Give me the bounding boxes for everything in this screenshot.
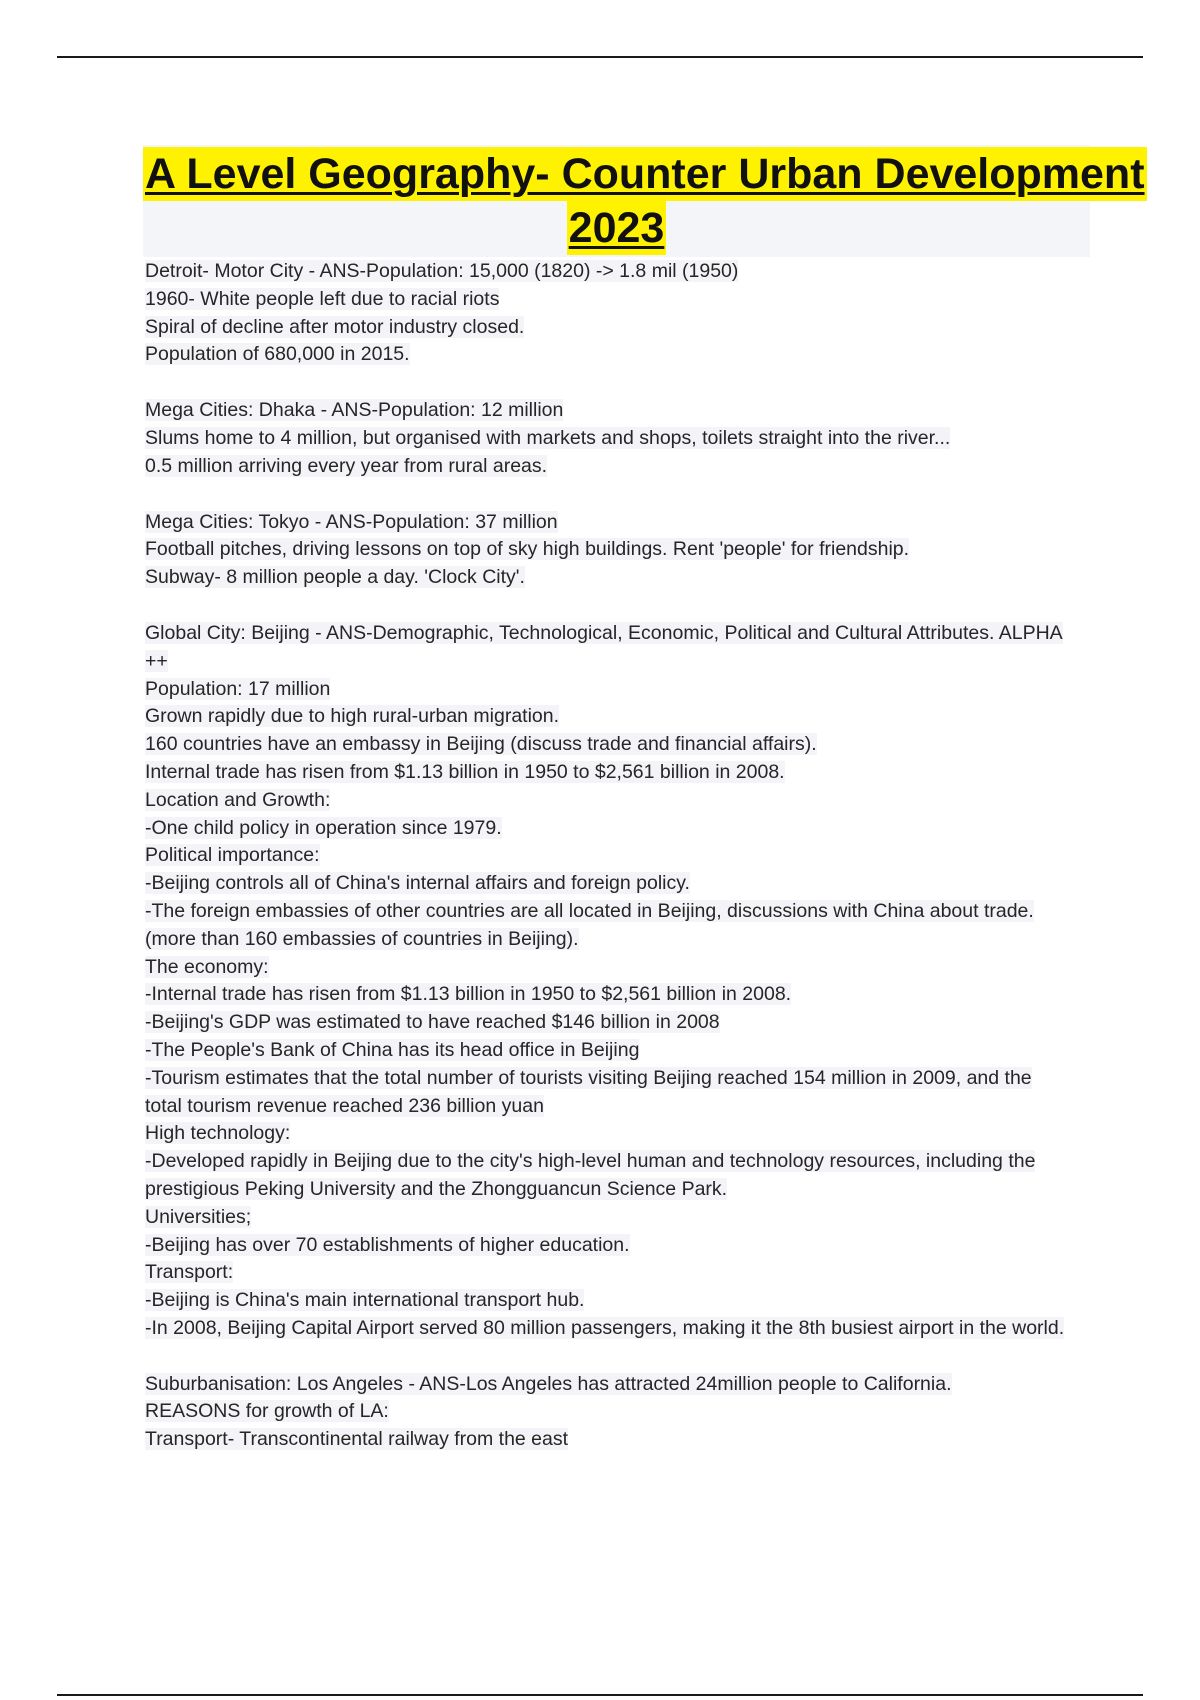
text-line-content: REASONS for growth of LA:: [145, 1400, 389, 1423]
text-line-content: Population: 17 million: [145, 677, 331, 700]
text-line-content: -Beijing is China's main international transport hub.: [145, 1289, 585, 1312]
text-line: [145, 1232, 1095, 1260]
document-title-year: 2023: [567, 201, 667, 255]
text-line-content: Transport:: [145, 1261, 234, 1284]
text-line-content: -One child policy in operation since 1979.: [145, 816, 502, 839]
text-line-content: Internal trade has risen from $1.13 billion in 1950 to $2,561 billion in 2008.: [145, 760, 785, 783]
text-line: [145, 1120, 1095, 1148]
text-line: [145, 1204, 1095, 1232]
title-block: [143, 145, 1145, 257]
text-line-content: Detroit- Motor City - ANS-Population: 15,000 (1820) -> 1.8 mil (1950): [145, 260, 739, 282]
text-line: [145, 1176, 1095, 1204]
text-line: [145, 425, 1095, 453]
text-line: [145, 536, 1095, 564]
text-line-content: Grown rapidly due to high rural-urban migration.: [145, 705, 560, 728]
text-line: [145, 509, 1095, 537]
text-line: [145, 1398, 1095, 1426]
text-line-content: 160 countries have an embassy in Beijing (discuss trade and financial affairs).: [145, 733, 817, 756]
text-line-content: 1960- White people left due to racial riots: [145, 287, 500, 310]
text-section: [145, 258, 1095, 369]
text-line: [145, 1426, 1095, 1454]
text-line-content: -The foreign embassies of other countries are all located in Beijing, discussions with China about trade.: [145, 899, 1034, 922]
top-rule: [57, 56, 1143, 58]
text-line: [145, 815, 1095, 843]
text-line-content: High technology:: [145, 1122, 291, 1145]
document-body: [145, 258, 1095, 1482]
text-line-content: -Developed rapidly in Beijing due to the city's high-level human and technology resources, including the: [145, 1150, 1036, 1173]
text-line-content: The economy:: [145, 955, 269, 978]
text-line-content: Transport- Transcontinental railway from the east: [145, 1428, 569, 1451]
text-line: [145, 1037, 1095, 1065]
text-line: [145, 1148, 1095, 1176]
text-line: [145, 1371, 1095, 1399]
text-section: [145, 509, 1095, 592]
text-line: [145, 564, 1095, 592]
text-line: [145, 314, 1095, 342]
text-section: [145, 620, 1095, 1343]
text-line: [145, 759, 1095, 787]
text-line: [145, 1093, 1095, 1121]
text-line-content: Global City: Beijing - ANS-Demographic, Technological, Economic, Political and Cultural Attributes. ALPHA: [145, 621, 1063, 644]
document-title: A Level Geography- Counter Urban Development: [143, 147, 1147, 201]
text-line-content: -Internal trade has risen from $1.13 billion in 1950 to $2,561 billion in 2008.: [145, 983, 792, 1006]
text-line: [145, 981, 1095, 1009]
text-line: [145, 731, 1095, 759]
text-line: [145, 676, 1095, 704]
text-line-content: Spiral of decline after motor industry closed.: [145, 315, 525, 338]
text-line-content: Slums home to 4 million, but organised with markets and shops, toilets straight into the river...: [145, 426, 951, 449]
text-line-content: (more than 160 embassies of countries in Beijing).: [145, 927, 579, 950]
text-line-content: -The People's Bank of China has its head office in Beijing: [145, 1038, 640, 1061]
text-line-content: Subway- 8 million people a day. 'Clock City'.: [145, 566, 525, 589]
text-section: [145, 397, 1095, 480]
text-line-content: Political importance:: [145, 844, 320, 867]
text-line-content: total tourism revenue reached 236 billion yuan: [145, 1094, 544, 1117]
text-line: [145, 620, 1095, 648]
text-line-content: -Beijing has over 70 establishments of higher education.: [145, 1233, 630, 1256]
text-line: [145, 286, 1095, 314]
text-line-content: Suburbanisation: Los Angeles - ANS-Los Angeles has attracted 24million people to California.: [145, 1372, 952, 1395]
text-line: [145, 842, 1095, 870]
text-line-content: Mega Cities: Tokyo - ANS-Population: 37 million: [145, 510, 558, 533]
text-line: [145, 787, 1095, 815]
text-section: [145, 1371, 1095, 1454]
text-line: [145, 926, 1095, 954]
text-line-content: -In 2008, Beijing Capital Airport served 80 million passengers, making it the 8th busiest airport in the world.: [145, 1316, 1065, 1339]
text-line-content: Population of 680,000 in 2015.: [145, 343, 410, 366]
text-line: [145, 703, 1095, 731]
text-line: [145, 1065, 1095, 1093]
text-line-content: Universities;: [145, 1205, 252, 1228]
text-line-content: 0.5 million arriving every year from rural areas.: [145, 454, 548, 477]
text-line-content: Location and Growth:: [145, 788, 331, 811]
text-line-content: ++: [145, 649, 168, 672]
text-line: [145, 1287, 1095, 1315]
text-line: [145, 1009, 1095, 1037]
text-line: [145, 1315, 1095, 1343]
text-line: [145, 870, 1095, 898]
text-line: [145, 954, 1095, 982]
text-line-content: -Beijing controls all of China's internal affairs and foreign policy.: [145, 872, 690, 895]
text-line: [145, 397, 1095, 425]
text-line: [145, 258, 1095, 286]
text-line-content: -Tourism estimates that the total number of tourists visiting Beijing reached 154 million in 2009, and the: [145, 1066, 1032, 1089]
text-line: [145, 898, 1095, 926]
text-line-content: Mega Cities: Dhaka - ANS-Population: 12 million: [145, 399, 564, 422]
text-line: [145, 1259, 1095, 1287]
text-line-content: prestigious Peking University and the Zhongguancun Science Park.: [145, 1177, 728, 1200]
text-line: [145, 453, 1095, 481]
text-line-content: Football pitches, driving lessons on top of sky high buildings. Rent 'people' for friendship.: [145, 538, 910, 561]
bottom-rule: [57, 1694, 1143, 1696]
text-line-content: -Beijing's GDP was estimated to have reached $146 billion in 2008: [145, 1011, 720, 1034]
text-line: [145, 341, 1095, 369]
text-line: [145, 648, 1095, 676]
